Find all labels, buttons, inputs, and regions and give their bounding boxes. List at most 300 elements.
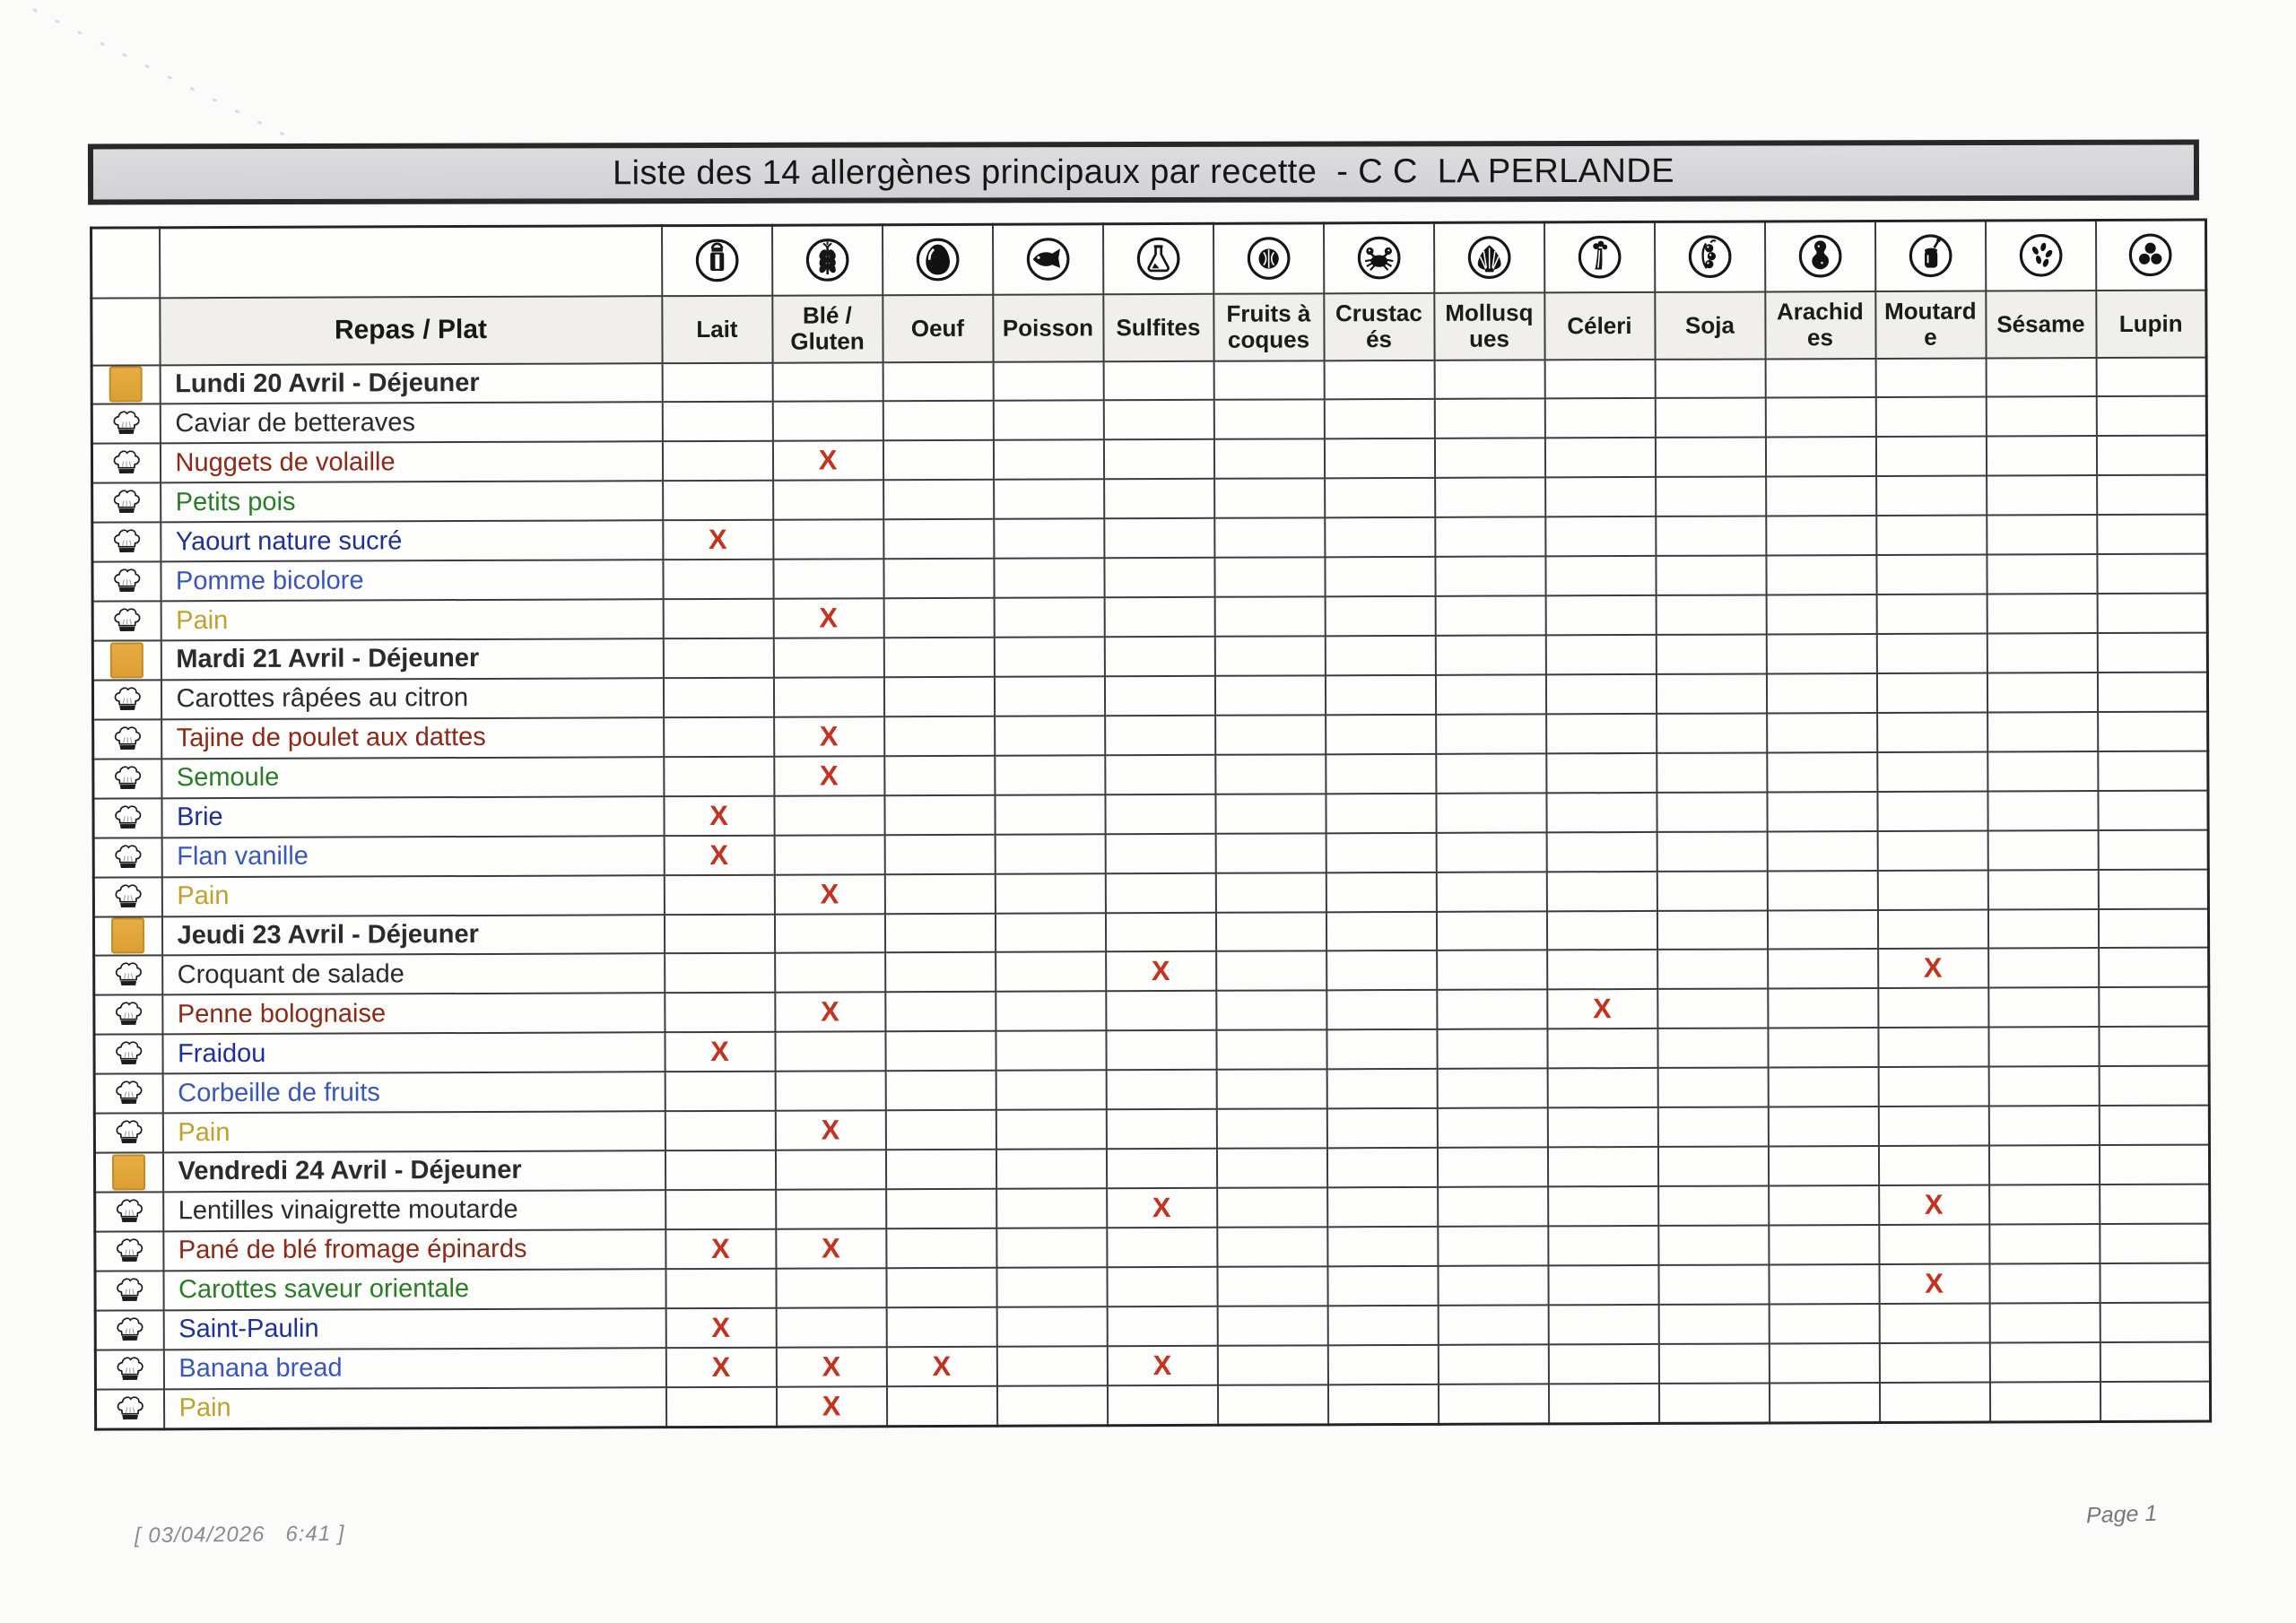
allergen-cell-ble [775, 1071, 885, 1110]
chef-hat-icon [109, 838, 146, 876]
allergen-cell-arachides [1766, 476, 1876, 516]
column-header-mollusques: Mollusq ues [1434, 292, 1544, 360]
empty-cell-soja [1657, 910, 1767, 950]
header-label-row [91, 290, 2206, 365]
dish-row [95, 1381, 2210, 1429]
allergen-cell-sulfites [1107, 1306, 1217, 1345]
empty-cell-moutarde [1878, 1146, 1988, 1185]
empty-cell-arachides [1765, 358, 1875, 397]
allergen-cell-moutarde [1879, 1382, 1989, 1422]
chef-hat-icon [110, 1193, 148, 1230]
dish-marker-cell [92, 482, 161, 522]
allergen-cell-sesame [1987, 554, 2097, 594]
allergen-cell-sesame [1989, 1263, 2100, 1303]
allergen-cell-sesame [1986, 396, 2096, 436]
allergen-cell-arachides [1769, 1342, 1879, 1382]
allergen-cell-moutarde [1878, 1067, 1988, 1107]
allergen-cell-fruits_coques [1214, 517, 1325, 557]
allergen-mark-ble: X [773, 598, 883, 638]
allergen-cell-sesame [1989, 1342, 2100, 1382]
section-marker-cell [94, 1152, 162, 1192]
allergen-cell-moutarde [1876, 595, 1987, 634]
allergen-cell-oeuf [886, 1267, 996, 1306]
column-header-crustaces: Crustac és [1324, 292, 1434, 360]
allergen-cell-celeri [1544, 398, 1655, 438]
print-timestamp: [ 03/04/2026 6:41 ] [134, 1521, 345, 1549]
column-header-celeri: Céleri [1544, 291, 1655, 359]
dish-name: Corbeille de fruits [162, 1072, 665, 1113]
allergen-cell-mollusques [1436, 753, 1546, 793]
allergen-cell-sulfites [1104, 518, 1214, 558]
allergen-cell-lupin [2096, 396, 2206, 436]
allergen-cell-crustaces [1327, 1226, 1438, 1265]
column-header-lait: Lait [662, 295, 772, 362]
mustard-icon [1905, 230, 1956, 282]
allergen-cell-crustaces [1326, 832, 1436, 872]
allergen-cell-soja [1655, 397, 1765, 437]
allergen-cell-lupin [2097, 672, 2207, 711]
allergen-cell-celeri [1546, 871, 1657, 910]
allergen-cell-celeri [1547, 950, 1657, 989]
allergen-cell-poisson [995, 873, 1105, 913]
meal-section-label: Mardi 21 Avril - Déjeuner [161, 638, 663, 680]
allergen-cell-poisson [996, 991, 1106, 1030]
empty-cell-sesame [1988, 1145, 2099, 1185]
allergen-cell-ble [776, 1189, 886, 1228]
allergen-cell-ble [773, 559, 883, 598]
allergen-cell-sesame [1989, 1224, 2100, 1263]
allergen-cell-celeri [1545, 595, 1656, 635]
allergen-cell-soja [1657, 988, 1768, 1028]
allergen-cell-ble [773, 480, 883, 519]
allergen-cell-crustaces [1327, 1186, 1438, 1226]
allergen-cell-fruits_coques [1217, 1384, 1327, 1425]
empty-cell-oeuf [884, 913, 995, 952]
allergen-cell-mollusques [1436, 714, 1546, 753]
allergen-cell-sulfites [1103, 439, 1213, 479]
column-header-arachides: Arachid es [1765, 291, 1875, 358]
empty-cell-ble [775, 1150, 885, 1189]
allergen-cell-celeri [1547, 1028, 1657, 1068]
allergen-cell-oeuf [885, 1031, 996, 1071]
allergen-mark-lait: X [665, 1032, 775, 1072]
allergen-cell-arachides [1766, 673, 1876, 712]
empty-cell-lait [662, 362, 772, 402]
allergen-cell-sulfites [1104, 597, 1214, 637]
empty-cell-oeuf [883, 361, 993, 401]
allergen-cell-lait [665, 1189, 776, 1228]
empty-cell-celeri [1547, 1147, 1657, 1186]
allergen-cell-mollusques [1436, 832, 1546, 872]
allergen-cell-lupin [2099, 1106, 2209, 1145]
column-header-sesame: Sésame [1986, 291, 2096, 358]
allergen-cell-crustaces [1326, 714, 1436, 753]
allergen-cell-crustaces [1326, 950, 1437, 990]
sesame-icon [2015, 230, 2066, 281]
allergen-cell-ble [774, 835, 884, 874]
allergen-cell-celeri [1545, 516, 1656, 556]
allergen-cell-crustaces [1326, 1108, 1437, 1148]
corner-cell [91, 228, 160, 298]
chef-hat-icon [108, 562, 145, 600]
allergen-mark-ble: X [774, 874, 884, 914]
allergen-mark-celeri: X [1547, 989, 1657, 1028]
meal-section-square [111, 918, 144, 954]
allergen-cell-celeri [1548, 1264, 1658, 1304]
allergen-cell-crustaces [1327, 1305, 1438, 1344]
allergen-cell-moutarde [1877, 830, 1987, 870]
allergen-cell-crustaces [1326, 990, 1437, 1029]
chef-hat-icon [108, 444, 145, 482]
allergen-cell-lupin [2098, 751, 2208, 790]
chef-hat-icon [108, 602, 145, 639]
empty-cell-lait [664, 914, 774, 953]
allergen-cell-oeuf [884, 834, 995, 873]
allergen-cell-fruits_coques [1215, 872, 1326, 912]
allergen-cell-soja [1658, 1185, 1769, 1225]
empty-cell-arachides [1768, 1146, 1878, 1185]
allergen-cell-sulfites [1104, 675, 1214, 715]
allergen-cell-soja [1655, 437, 1765, 476]
dish-marker-cell [93, 877, 161, 916]
allergen-icon-cell [1985, 221, 2095, 291]
empty-cell-lupin [2096, 357, 2206, 396]
allergen-cell-celeri [1548, 1304, 1658, 1343]
allergen-cell-oeuf [883, 401, 993, 440]
empty-cell-celeri [1544, 359, 1655, 398]
empty-cell-fruits_coques [1214, 636, 1325, 675]
dish-marker-cell [92, 680, 161, 719]
dish-marker-cell [94, 955, 162, 994]
allergen-cell-arachides [1768, 1107, 1878, 1146]
dish-name: Carottes saveur orientale [163, 1269, 665, 1310]
allergen-mark-lait: X [664, 835, 774, 874]
wheat-icon [802, 235, 853, 286]
allergen-cell-moutarde [1876, 555, 1987, 595]
allergen-cell-arachides [1765, 397, 1875, 437]
allergen-cell-mollusques [1438, 1186, 1548, 1226]
column-header-sulfites: Sulfites [1103, 293, 1213, 360]
allergen-cell-oeuf [883, 440, 993, 480]
allergen-cell-celeri [1545, 477, 1656, 516]
allergen-cell-fruits_coques [1216, 1108, 1326, 1148]
allergen-cell-sesame [1987, 515, 2097, 554]
allergen-cell-moutarde [1877, 751, 1987, 791]
allergen-cell-mollusques [1437, 1068, 1547, 1107]
chef-hat-icon [110, 1271, 148, 1309]
table-body [91, 357, 2211, 1429]
allergen-mark-lait: X [665, 1228, 776, 1268]
allergen-cell-lupin [2098, 869, 2208, 908]
allergen-cell-mollusques [1438, 1265, 1548, 1305]
chef-hat-icon [111, 1390, 149, 1428]
dish-marker-cell [93, 719, 161, 759]
allergen-mark-ble: X [774, 716, 884, 756]
allergen-cell-arachides [1767, 712, 1877, 751]
allergen-cell-poisson [994, 676, 1104, 716]
allergen-cell-crustaces [1324, 438, 1434, 478]
chef-hat-icon [109, 759, 146, 797]
allergen-cell-poisson [995, 755, 1105, 794]
dish-marker-cell [94, 1073, 162, 1113]
dish-marker-cell [94, 1034, 162, 1073]
dish-name: Semoule [161, 757, 664, 798]
dish-marker-cell [95, 1389, 163, 1429]
allergen-cell-celeri [1545, 556, 1656, 595]
allergen-cell-oeuf [883, 676, 994, 716]
allergen-mark-ble: X [772, 440, 883, 480]
allergen-icon-cell [1764, 221, 1874, 291]
allergen-mark-lait: X [663, 520, 773, 560]
allergen-cell-poisson [996, 1109, 1106, 1149]
allergen-cell-lait [663, 481, 773, 520]
allergen-cell-fruits_coques [1217, 1266, 1327, 1306]
allergen-cell-poisson [995, 794, 1105, 834]
allergen-cell-crustaces [1327, 1265, 1438, 1305]
allergen-cell-lait [665, 993, 775, 1032]
allergen-cell-ble [773, 519, 883, 559]
allergen-cell-oeuf [883, 559, 994, 598]
allergen-mark-ble: X [774, 756, 884, 795]
allergen-cell-crustaces [1325, 517, 1435, 557]
allergen-cell-sesame [1986, 436, 2096, 475]
chef-hat-icon [108, 523, 145, 560]
allergen-cell-sulfites [1106, 991, 1216, 1030]
allergen-cell-lait [662, 402, 772, 441]
allergen-cell-sulfites [1104, 479, 1214, 518]
allergen-cell-poisson [994, 597, 1104, 637]
allergen-icon-cell [1544, 221, 1655, 291]
allergen-cell-sesame [1987, 830, 2098, 870]
chef-hat-icon [109, 681, 146, 718]
allergen-cell-arachides [1766, 516, 1876, 555]
empty-cell-lupin [2097, 633, 2207, 673]
empty-cell-poisson [993, 361, 1103, 401]
dish-name: Croquant de salade [162, 953, 665, 994]
allergen-cell-sulfites [1105, 833, 1215, 872]
milk-icon [691, 235, 743, 286]
dish-name: Pain [163, 1387, 665, 1429]
allergen-icon-cell [1324, 222, 1434, 292]
allergen-cell-crustaces [1327, 1384, 1438, 1424]
repas-plat-header: Repas / Plat [160, 296, 662, 365]
corner-cell [91, 298, 160, 365]
allergen-cell-poisson [996, 951, 1106, 991]
allergen-mark-moutarde: X [1879, 1185, 1989, 1224]
allergen-cell-sesame [1988, 1066, 2099, 1106]
egg-icon [912, 234, 963, 285]
section-marker-cell [93, 916, 161, 956]
allergen-cell-fruits_coques [1215, 715, 1326, 754]
allergen-cell-oeuf [885, 952, 996, 992]
dish-name: Pané de blé fromage épinards [163, 1229, 665, 1271]
empty-cell-soja [1655, 359, 1765, 398]
empty-cell-ble [772, 362, 883, 402]
dish-name: Saint-Paulin [163, 1308, 665, 1350]
dish-name: Fraidou [162, 1032, 665, 1073]
allergen-mark-ble: X [776, 1347, 886, 1386]
page-title: Liste des 14 allergènes principaux par recette - C C LA PERLANDE [613, 152, 1674, 192]
allergen-cell-mollusques [1434, 398, 1544, 438]
empty-cell-moutarde [1877, 909, 1987, 949]
allergen-cell-sesame [1987, 791, 2098, 830]
allergen-cell-oeuf [885, 992, 996, 1031]
allergen-cell-fruits_coques [1217, 1227, 1327, 1266]
allergen-cell-lait [663, 599, 773, 638]
allergen-mark-sulfites: X [1107, 1187, 1217, 1227]
allergen-cell-poisson [993, 400, 1103, 439]
allergen-cell-mollusques [1438, 1384, 1548, 1424]
allergen-cell-fruits_coques [1215, 833, 1326, 872]
empty-cell-sulfites [1105, 912, 1215, 951]
allergen-cell-soja [1657, 831, 1767, 871]
allergen-cell-poisson [993, 439, 1103, 479]
allergen-cell-soja [1657, 949, 1768, 988]
chef-hat-icon [110, 1114, 148, 1151]
allergen-cell-lupin [2097, 515, 2207, 554]
allergen-cell-sulfites [1105, 715, 1215, 754]
allergen-cell-soja [1658, 1343, 1769, 1383]
allergen-cell-arachides [1768, 1067, 1878, 1107]
empty-cell-crustaces [1324, 360, 1434, 399]
allergen-cell-mollusques [1437, 950, 1547, 989]
allergen-cell-lupin [2096, 436, 2206, 475]
allergen-cell-soja [1658, 1304, 1769, 1343]
allergen-cell-crustaces [1325, 478, 1435, 517]
allergen-cell-mollusques [1438, 1305, 1548, 1344]
dish-name: Caviar de betteraves [160, 402, 662, 443]
empty-cell-poisson [996, 1149, 1106, 1188]
allergen-cell-lupin [2100, 1381, 2210, 1421]
allergen-cell-lupin [2098, 711, 2208, 751]
allergen-cell-fruits_coques [1214, 557, 1325, 596]
allergen-cell-soja [1657, 1107, 1768, 1146]
allergen-cell-sulfites [1107, 1227, 1217, 1266]
allergen-cell-crustaces [1325, 674, 1435, 714]
allergen-cell-soja [1658, 1383, 1769, 1423]
dish-name: Pomme bicolore [161, 560, 663, 601]
allergen-cell-lait [665, 1268, 776, 1307]
allergen-cell-sesame [1987, 475, 2097, 515]
empty-cell-ble [774, 914, 884, 953]
allergen-cell-arachides [1767, 870, 1877, 909]
allergen-cell-moutarde [1876, 476, 1987, 516]
chef-hat-icon [109, 878, 147, 916]
allergen-cell-fruits_coques [1215, 794, 1326, 833]
allergen-cell-oeuf [886, 1306, 996, 1346]
page-number: Page 1 [2085, 1500, 2158, 1529]
allergen-cell-soja [1657, 752, 1767, 792]
dish-name: Pain [161, 599, 663, 640]
allergen-cell-sesame [1988, 1027, 2099, 1066]
allergen-cell-celeri [1546, 831, 1657, 871]
allergen-mark-lait: X [665, 1347, 776, 1386]
dish-marker-cell [91, 443, 160, 482]
empty-cell-lait [663, 638, 773, 678]
allergen-cell-soja [1658, 1264, 1769, 1304]
fish-icon [1022, 234, 1074, 285]
allergen-cell-lait [664, 756, 774, 795]
allergen-cell-oeuf [884, 716, 995, 755]
table-header [91, 220, 2207, 365]
empty-cell-sulfites [1104, 637, 1214, 676]
chef-hat-icon [108, 404, 145, 442]
allergen-cell-moutarde [1876, 516, 1987, 555]
allergen-cell-arachides [1769, 1382, 1879, 1422]
allergen-cell-mollusques [1438, 1344, 1548, 1384]
allergen-cell-sesame [1989, 1382, 2100, 1422]
allergen-cell-celeri [1545, 673, 1656, 713]
allergen-cell-celeri [1544, 438, 1655, 477]
allergen-icon-cell [2095, 220, 2205, 290]
allergen-cell-sesame [1988, 1106, 2099, 1145]
dish-name: Tajine de poulet aux dattes [161, 717, 664, 759]
allergen-cell-mollusques [1435, 516, 1545, 556]
dish-marker-cell [95, 1231, 163, 1271]
empty-cell-crustaces [1326, 1148, 1437, 1187]
empty-cell-sesame [1987, 633, 2097, 673]
allergen-cell-soja [1656, 555, 1766, 595]
allergen-cell-sulfites [1104, 558, 1214, 597]
allergen-mark-sulfites: X [1107, 1345, 1217, 1384]
allergen-cell-celeri [1546, 713, 1657, 752]
column-header-lupin: Lupin [2096, 290, 2206, 357]
allergen-cell-lupin [2100, 1302, 2210, 1341]
allergen-cell-lupin [2097, 475, 2207, 515]
allergen-cell-mollusques [1435, 556, 1545, 595]
dish-name: Carottes râpées au citron [161, 678, 663, 719]
allergen-cell-poisson [995, 716, 1105, 755]
lupin-icon [2125, 230, 2176, 281]
corner-cell [160, 226, 662, 298]
allergen-mark-ble: X [775, 1110, 885, 1150]
allergen-icon-cell [662, 225, 772, 295]
crab-icon [1353, 232, 1405, 283]
allergen-cell-celeri [1548, 1225, 1658, 1264]
column-header-soja: Soja [1655, 291, 1765, 359]
chef-hat-icon [110, 1232, 148, 1270]
empty-cell-crustaces [1325, 636, 1435, 675]
allergen-cell-poisson [996, 1346, 1107, 1385]
allergen-cell-lupin [2100, 1263, 2210, 1302]
dish-name: Lentilles vinaigrette moutarde [163, 1190, 665, 1231]
allergen-cell-fruits_coques [1217, 1187, 1327, 1227]
allergen-cell-oeuf [883, 598, 994, 638]
allergen-cell-ble [773, 677, 883, 716]
dish-marker-cell [93, 759, 161, 798]
chef-hat-icon [109, 995, 147, 1033]
allergen-cell-fruits_coques [1216, 1069, 1326, 1108]
allergen-cell-soja [1658, 1225, 1769, 1264]
column-header-moutarde: Moutard e [1875, 291, 1986, 358]
allergen-cell-arachides [1767, 830, 1877, 870]
empty-cell-lupin [2098, 908, 2208, 948]
allergen-cell-lait [663, 677, 773, 716]
meal-section-label: Vendredi 24 Avril - Déjeuner [162, 1150, 665, 1192]
empty-cell-sulfites [1106, 1149, 1216, 1188]
dish-marker-cell [91, 404, 160, 443]
allergen-cell-lupin [2098, 829, 2208, 869]
allergen-cell-crustaces [1325, 596, 1435, 636]
dish-name: Penne bolognaise [162, 993, 665, 1034]
allergen-table [90, 219, 2212, 1431]
column-header-fruits_coques: Fruits à coques [1213, 293, 1324, 360]
dish-name: Nuggets de volaille [160, 441, 662, 482]
allergen-cell-lait [665, 1072, 775, 1111]
flask-icon [1133, 233, 1184, 284]
allergen-cell-oeuf [884, 794, 995, 834]
dish-marker-cell [92, 601, 161, 640]
